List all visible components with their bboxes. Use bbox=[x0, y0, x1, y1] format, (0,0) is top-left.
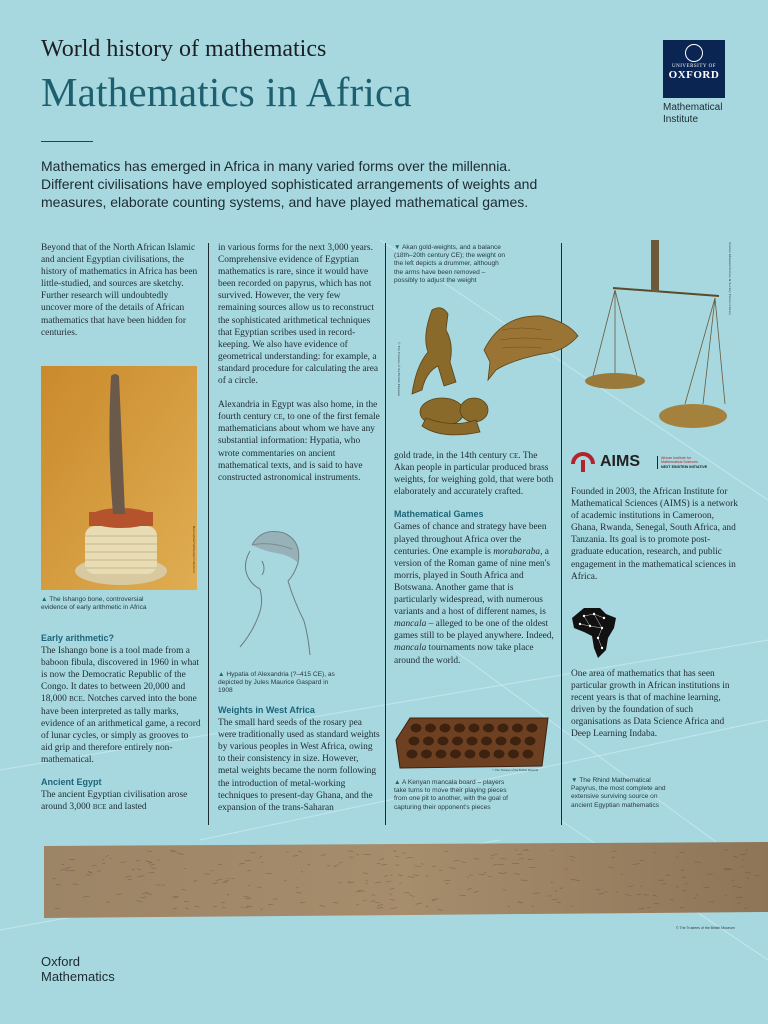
aims-sub-1: African Institute for bbox=[661, 456, 691, 460]
col2-text-top bbox=[218, 242, 380, 496]
col1-intro-paragraph: Beyond that of the North African Islamic and ancient Egyptian civilisations, the history of mathematics in Africa has been little-studied, and sources are sketchy. Further research will undoubtedly uncover more of the details of African mathematics that have been hidden for centuries. bbox=[41, 243, 198, 338]
mancala-board-photo bbox=[392, 710, 552, 772]
poster-title: Mathematics in Africa bbox=[41, 69, 412, 115]
institute-name bbox=[663, 102, 743, 126]
mancala-pit bbox=[411, 724, 422, 733]
mancala-pit bbox=[483, 724, 494, 733]
gold-text-b: . The Akan people in particular produced brass weights, for weighing gold, that were both elaborately and accurately crafted. bbox=[394, 451, 554, 498]
mancala-pit bbox=[481, 737, 492, 746]
mancala-pit bbox=[512, 724, 523, 733]
weights-paragraph: The small hard seeds of the rosary pea were traditionally used as standard weights by various peoples in West Africa, owing to their consistency in size. However, metal weights became the norm following the introduction of metal-working techniques to present-day Ghana, and the expansion of the trans-Saharan bbox=[218, 718, 380, 813]
ishango-credit: Ben Gilbert/Wellcome Collection bbox=[192, 526, 196, 573]
title-rule bbox=[41, 141, 93, 142]
mancala-caption bbox=[394, 779, 512, 812]
mancala-pit bbox=[465, 750, 476, 759]
caption-triangle-icon: ▼ bbox=[394, 244, 402, 251]
mancala-pit bbox=[494, 750, 505, 759]
oxford-mathematics-logo bbox=[41, 954, 115, 984]
heading-mathematical-games: Mathematical Games bbox=[394, 509, 484, 520]
mancala-pit bbox=[452, 737, 463, 746]
col2-weights-section bbox=[218, 704, 380, 826]
games-paragraph bbox=[394, 521, 556, 666]
gold-ce: ce bbox=[509, 451, 519, 461]
rhind-papyrus-image bbox=[44, 840, 768, 920]
mancala-pit bbox=[467, 737, 478, 746]
mancala-pit bbox=[421, 750, 432, 759]
games-text-1: Games of chance and strategy have been played throughout Africa over the centuries. One example is bbox=[394, 522, 547, 557]
games-mancala: mancala bbox=[394, 619, 427, 630]
ishango-bone-photo bbox=[41, 366, 197, 590]
mancala-credit: © The Trustees of the British Museum bbox=[492, 768, 539, 772]
akan-balance-photo bbox=[575, 236, 735, 442]
mancala-pit bbox=[454, 724, 465, 733]
mancala-pit bbox=[423, 737, 434, 746]
mancala-pit bbox=[438, 737, 449, 746]
games-text-3: – alleged to be one of the oldest games still to be played anywhere. Indeed, bbox=[394, 619, 554, 642]
rhind-caption-text: The Rhind Mathematical Papyrus, the most complete and extensive surviving source on ancient Egyptian mathematics bbox=[571, 777, 666, 809]
heading-weights-west-africa: Weights in West Africa bbox=[218, 705, 315, 715]
oxford-crest-icon bbox=[685, 44, 703, 62]
mancala-pit bbox=[450, 750, 461, 759]
mancala-pit bbox=[525, 737, 536, 746]
col1-early-arithmetic bbox=[41, 632, 201, 825]
ishango-caption bbox=[41, 596, 151, 612]
oxford-logo-university: UNIVERSITY OF bbox=[672, 64, 716, 69]
aims-sub-3: NEXT EINSTEIN INITIATIVE bbox=[661, 464, 708, 469]
games-mancala-2: mancala bbox=[394, 643, 427, 654]
early-text-b: . Notches carved into the bone have been interpreted as tally marks, evidence of an arithmetical game, a record of lunar cycles, or simply as grooves to aid grip and therefore entirely non-mathematical. bbox=[41, 694, 201, 765]
aims-emblem-icon bbox=[571, 452, 595, 472]
mancala-pit bbox=[523, 750, 534, 759]
akan-credit: © The Trustees of the British Museum bbox=[397, 342, 401, 396]
caption-triangle-icon: ▲ bbox=[394, 779, 402, 786]
machine-learning-paragraph: One area of mathematics that has seen particular growth in African institutions in recent years is that of machine learning, driven by the foundation of such organisations as Data Science Africa and Deep Learning Indaba. bbox=[571, 669, 730, 740]
egypt-text-b: and lasted bbox=[108, 802, 147, 813]
institute-line-2: Institute bbox=[663, 114, 699, 125]
mancala-caption-text: A Kenyan mancala board – players take turns to move their playing pieces from one pit to another, with the goal of capturing their opponent's pieces bbox=[394, 779, 508, 811]
heading-ancient-egypt: Ancient Egypt bbox=[41, 777, 102, 788]
mancala-pit bbox=[510, 737, 521, 746]
gold-trade-paragraph bbox=[394, 450, 556, 498]
mancala-pit bbox=[407, 750, 418, 759]
caption-triangle-icon: ▲ bbox=[41, 596, 50, 603]
aims-subtitle bbox=[657, 456, 707, 469]
alexandria-text-b: , to one of the first female mathematicians about whom we have any substantial information: Hypatia, who wrote commentaries on ancient mathematical texts, and is said to have constructed astronomical instruments. bbox=[218, 412, 380, 483]
aims-sub-2: Mathematical Sciences bbox=[661, 460, 698, 465]
mancala-pit bbox=[425, 724, 436, 733]
caption-triangle-icon: ▼ bbox=[571, 777, 580, 784]
mancala-pit bbox=[479, 750, 490, 759]
intro-paragraph: Mathematics has emerged in Africa in many varied forms over the millennia. Different civilisations have employed sophisticated arrangements of weights and measures, elaborate counting systems, and have played mathematical games. bbox=[41, 158, 538, 210]
column-divider-2 bbox=[385, 243, 386, 825]
akan-gold-weights-photo bbox=[392, 300, 582, 446]
institute-line-1: Mathematical bbox=[663, 102, 723, 113]
mancala-pit bbox=[409, 737, 420, 746]
ishango-caption-text: The Ishango bone, controversial evidence of early arithmetic in Africa bbox=[41, 596, 147, 612]
hypatia-portrait bbox=[222, 525, 312, 665]
akan-caption-text: Akan gold-weights, and a balance (18th–20th century CE); the weight on the left depicts a drummer, although the arms have been removed – possibly to adjust the weight bbox=[394, 244, 506, 284]
poster-kicker: World history of mathematics bbox=[41, 36, 327, 62]
oxford-logo-wordmark: OXFORD bbox=[668, 69, 720, 81]
akan-caption bbox=[394, 244, 506, 285]
games-text-4: tournaments now take place around the world. bbox=[394, 643, 534, 666]
column-divider-1 bbox=[208, 243, 209, 825]
rhind-credit: © The Trustees of the British Museum bbox=[676, 926, 735, 930]
footer-line-1: Oxford bbox=[41, 954, 81, 969]
mancala-pit bbox=[508, 750, 519, 759]
early-text-a: The Ishango bone is a tool made from a baboon fibula, discovered in 1960 in what is now the Democratic Republic of the Congo. It dates to between 20,000 and 18,000 bbox=[41, 646, 200, 705]
col2-egypt-paragraph: in various forms for the next 3,000 years. Comprehensive evidence of Egyptian mathematics is rare, since it would have been recorded on papyrus, which has not survived. However, the very few remaining sources allow us to reconstruct the sophisticated arithmetical techniques that Egyptian scribes used in record-keeping. We also have evidence of geometrical understanding: for example, a standard procedure for calculating the area of a circle. bbox=[218, 243, 379, 387]
early-bce: bce bbox=[69, 694, 83, 705]
early-arithmetic-paragraph bbox=[41, 645, 201, 766]
oxford-logo bbox=[663, 40, 725, 98]
alexandria-text-a: Alexandria in Egypt was also home, in the fourth century bbox=[218, 400, 378, 423]
col3-text bbox=[394, 450, 556, 679]
footer-line-2: Mathematics bbox=[41, 969, 115, 984]
games-morabaraba: morabaraba bbox=[493, 546, 541, 557]
hypatia-caption-text: Hypatia of Alexandria (?–415 CE), as depicted by Jules Maurice Gaspard in 1908 bbox=[218, 671, 335, 695]
egypt-text-a: The ancient Egyptian civilisation arose around 3,000 bbox=[41, 790, 188, 813]
mancala-pit bbox=[440, 724, 451, 733]
aims-logo bbox=[571, 451, 741, 473]
mancala-pit bbox=[498, 724, 509, 733]
hypatia-caption bbox=[218, 671, 338, 696]
rhind-caption bbox=[571, 777, 671, 810]
mancala-pit bbox=[496, 737, 507, 746]
gold-text-a: gold trade, in the 14th century bbox=[394, 451, 507, 461]
balance-credit: Science Museum/Science & Society Picture Library bbox=[728, 242, 732, 315]
col2-alexandria-paragraph bbox=[218, 399, 380, 484]
aims-wordmark: AIMS bbox=[600, 453, 640, 470]
mancala-pit bbox=[469, 724, 480, 733]
caption-triangle-icon: ▲ bbox=[218, 671, 227, 678]
mancala-pit bbox=[436, 750, 447, 759]
africa-network-map-icon bbox=[570, 606, 620, 660]
egypt-bce: bce bbox=[92, 802, 107, 813]
aims-paragraph: Founded in 2003, the African Institute for Mathematical Sciences (AIMS) is a network of academic institutions in Cameroon, Ghana, Rwanda, Senegal, South Africa, and Tanzania. Its goal is to promote post-graduate education, research, and public engagement in the mathematical sciences in Africa. bbox=[571, 487, 738, 582]
mancala-pit bbox=[527, 724, 538, 733]
ancient-egypt-paragraph bbox=[41, 789, 201, 813]
games-text-2: , a version of the Roman game of nine men's morris, played in South Africa and Botswana. Another game that is particularly widespread, with numerous variants and a host of different names, is bbox=[394, 546, 551, 618]
alexandria-ce: ce bbox=[273, 412, 283, 423]
heading-early-arithmetic: Early arithmetic? bbox=[41, 633, 115, 643]
